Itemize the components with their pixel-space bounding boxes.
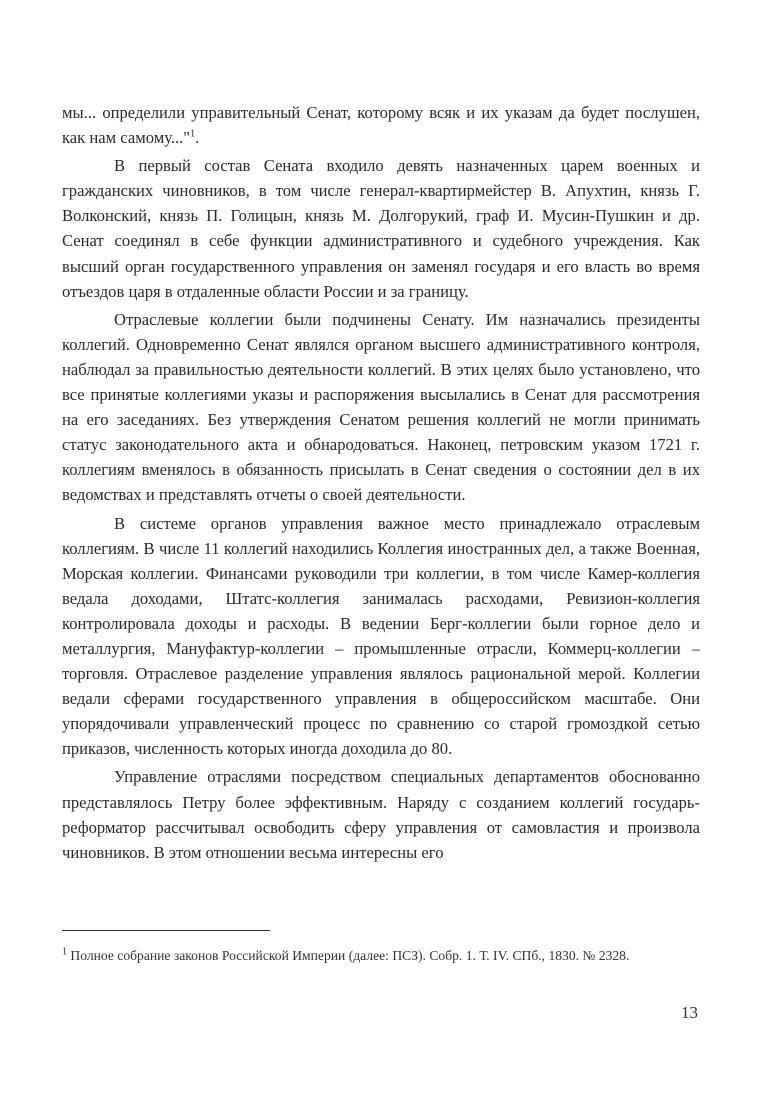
footnote-divider (62, 930, 270, 931)
footnote (62, 946, 698, 966)
paragraph-4: В системе органов управления важное место принадлежало отраслевым коллегиям. В числе 11 коллегий находились Коллегия иностранных дел, а также Военная, Морская коллегии. Финансами руководили три коллегии, в том числе Камер-коллегия ведала доходами, Штатс-коллегия занималась расходами, Ревизион-коллегия контролировала доходы и расходы. В ведении Берг-коллегии были горное дело и металлургия, Мануфактур-коллегии – промышленные отрасли, Коммерц-коллегии – торговля. Отраслевое разделение управления являлось рациональной мерой. Коллегии ведали сферами государственного управления в общероссийском масштабе. Они упорядочивали управленческий процесс по сравнению со старой громоздкой сетью приказов, численность которых иногда доходила до 80. (62, 513, 700, 759)
footnote-ref: 1 (190, 128, 196, 140)
paragraph-2: В первый состав Сената входило девять назначенных царем военных и гражданских чиновников, в том числе генерал-квартирмейстер В. Апухтин, князь Г. Волконский, князь П. Голицын, князь М. Долгорукий, граф И. Мусин-Пушкин и др. Сенат соединял в себе функции административного и судебного учреждения. Как высший орган государственного управления он заменял государя и его власть во время отъездов царя в отдаленные области России и за границу. (62, 156, 700, 301)
page-number: 13 (681, 1003, 698, 1022)
paragraph-1-text: мы... определили управительный Сенат, которому всяк и их указам да будет послушен, как нам самому..." (62, 103, 700, 148)
paragraph-5: Управление отраслями посредством специальных департаментов обоснованно представлялось Петру более эффективным. Наряду с созданием коллегий государь-реформатор рассчитывал освободить сферу управления от самовластия и произвола чиновников. В этом отношении весьма интересны его (62, 767, 700, 862)
footnote-text: Полное собрание законов Российской Империи (далее: ПСЗ). Собр. 1. Т. IV. СПб., 1830. № 2328. (67, 948, 630, 963)
footnote-marker: 1 (62, 946, 67, 958)
paragraph-1 (62, 100, 700, 150)
paragraph-3: Отраслевые коллегии были подчинены Сенату. Им назначались президенты коллегий. Одновременно Сенат являлся органом высшего административного контроля, наблюдал за правильностью деятельности коллегий. В этих целях было установлено, что все принятые коллегиями указы и распоряжения высылались в Сенат для рассмотрения на его заседаниях. Без утверждения Сенатом решения коллегий не могли принимать статус законодательного акта и обнародоваться. Наконец, петровским указом 1721 г. коллегиям вменялось в обязанность присылать в Сенат сведения о состоянии дел в их ведомствах и представлять отчеты о своей деятельности. (62, 309, 700, 505)
paragraph-1-tail: . (195, 128, 200, 148)
page-body (62, 100, 700, 868)
